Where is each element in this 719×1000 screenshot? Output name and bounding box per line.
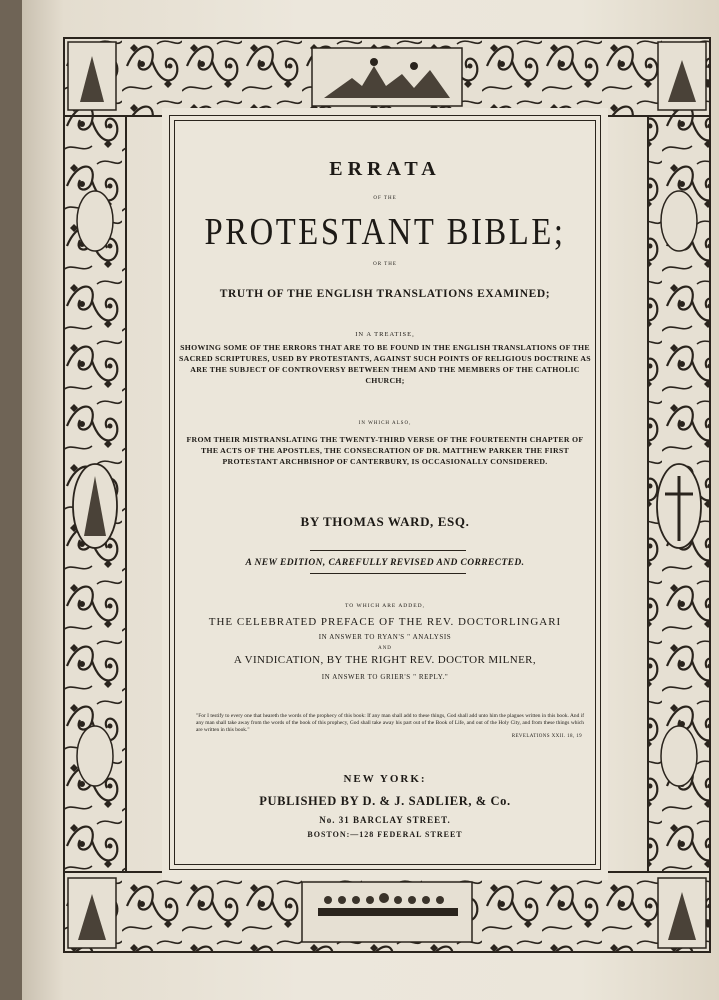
main-title: PROTESTANT BIBLE; bbox=[204, 211, 566, 253]
boston-address-line: BOSTON:—128 FEDERAL STREET bbox=[307, 830, 463, 839]
or-the-connector: OR THE bbox=[373, 262, 397, 267]
author-line: BY THOMAS WARD, ESQ. bbox=[300, 514, 470, 529]
in-a-treatise: IN A TREATISE, bbox=[355, 331, 415, 338]
publisher-line: PUBLISHED BY D. & J. SADLIER, & Co. bbox=[259, 794, 511, 808]
city-line: NEW YORK: bbox=[343, 773, 427, 785]
edition-line: A NEW EDITION, CAREFULLY REVISED AND CORRECTED. bbox=[245, 558, 525, 568]
answer-line-1: IN ANSWER TO RYAN'S " ANALYSIS bbox=[318, 633, 452, 641]
answer-line-2: IN ANSWER TO GRIER'S " REPLY." bbox=[321, 673, 449, 681]
description-paragraph-2: FROM THEIR MISTRANSLATING THE TWENTY-THIRD VERSE OF THE FOURTEENTH CHAPTER OF THE ACTS OF THE APOSTLES, THE CONSECRATION OF DR. MATTHEW PARKER THE FIRST PROTESTANT ARCHBISHOP OF CANTERBURY, IS OCCASIONALLY CONSIDERED. bbox=[186, 435, 584, 466]
of-the-connector: OF THE bbox=[373, 196, 397, 201]
description-paragraph: SHOWING SOME OF THE ERRORS THAT ARE TO BE FOUND IN THE ENGLISH TRANSLATIONS OF THE SACRED SCRIPTURES, USED BY PROTESTANTS, AGAINST SUCH POINTS OF RELIGIOUS DOCTRINE AS ARE THE SUBJECT OF CONTROVERSY BETWEEN THEM AND THE MEMBERS OF THE CATHOLIC CHURCH; bbox=[179, 343, 591, 385]
scripture-quote: "For I testify to every one that heareth the words of the prophecy of this book: If any man shall add to these things, God shall add unto him the plagues written in this book. And if any man shall take away from the words of the book of this prophecy, God shall take away his part out of the Book of Life, and out of the Holy City, and from these things which are written in this book." bbox=[196, 713, 584, 733]
divider-rule bbox=[310, 550, 466, 551]
preface-line: THE CELEBRATED PREFACE OF THE REV. DOCTORLINGARI bbox=[208, 616, 562, 628]
in-which-also: IN WHICH ALSO, bbox=[358, 421, 412, 426]
title-page-text-block bbox=[169, 115, 601, 870]
errata-heading: ERRATA bbox=[329, 158, 441, 180]
divider-rule bbox=[310, 573, 466, 574]
and-connector: AND bbox=[378, 646, 392, 651]
book-page bbox=[22, 0, 719, 1000]
to-which-added: TO WHICH ARE ADDED, bbox=[345, 603, 425, 609]
vindication-line: A VINDICATION, BY THE RIGHT REV. DOCTOR MILNER, bbox=[233, 654, 537, 666]
address-line: No. 31 BARCLAY STREET. bbox=[319, 815, 451, 825]
subtitle: TRUTH OF THE ENGLISH TRANSLATIONS EXAMINED; bbox=[219, 288, 551, 300]
quote-reference: REVELATIONS XXII. 18, 19 bbox=[511, 734, 582, 739]
